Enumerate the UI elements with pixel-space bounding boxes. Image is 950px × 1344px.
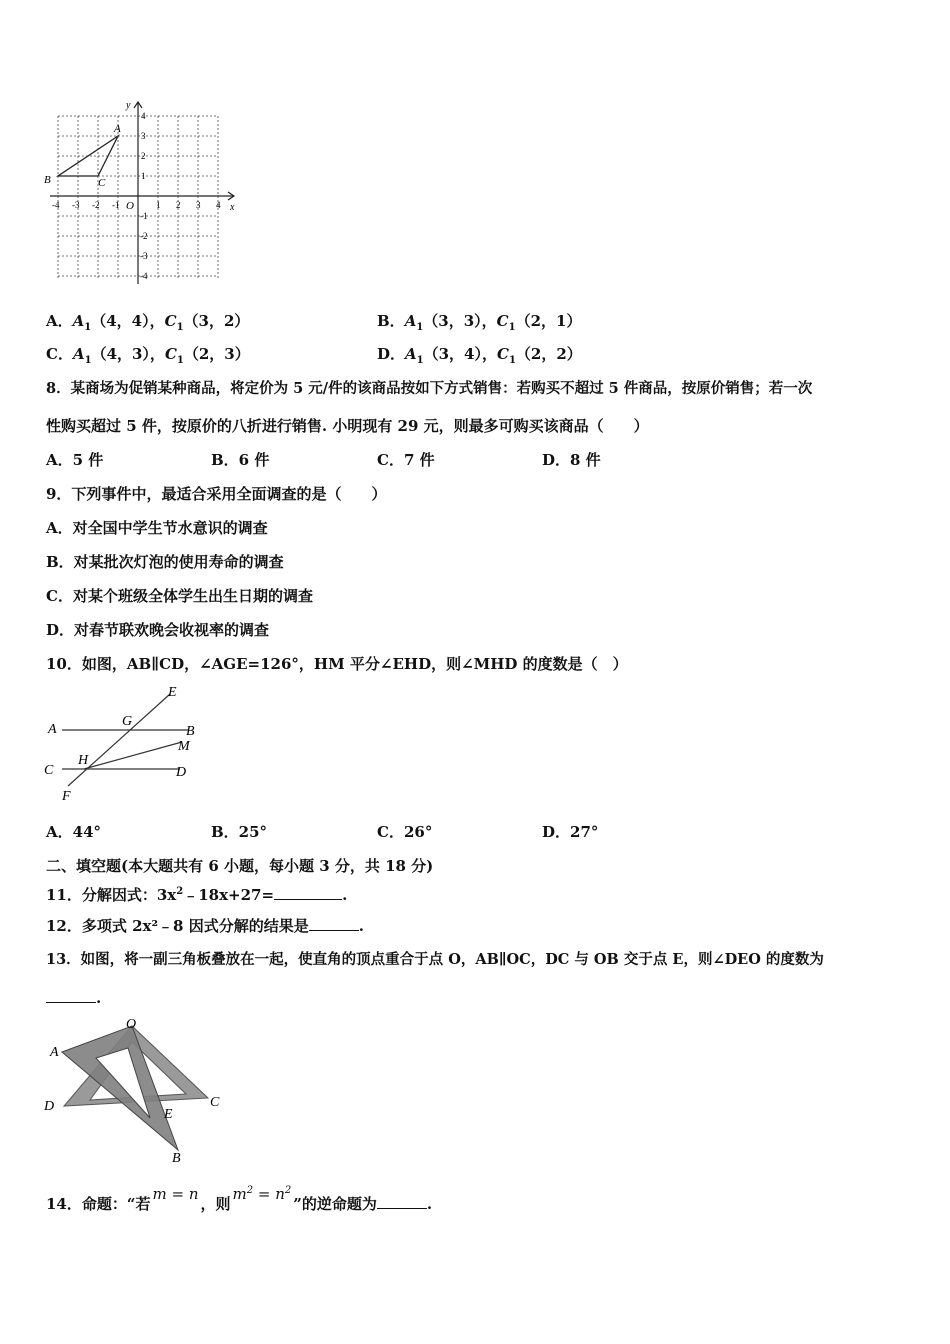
q11-stem: 11．分解因式：$3x^2﹣18x+27=$ . [46, 886, 348, 904]
x-tick: 1 [156, 200, 161, 210]
q7-option-b[interactable]: B．$A_1(3$，3），$C_1(2$，1） [377, 312, 582, 333]
point-e-label: E [164, 1107, 173, 1122]
section-2-heading: 二、填空题(本大题共有 6 小题，每小题 3 分，共 18 分) [46, 857, 434, 875]
q10-stem: 10．如图，AB∥CD，∠AGE=126°，HM 平分∠EHD，则∠MHD 的度数是（ ） [46, 655, 628, 673]
q8-option-c[interactable]: C．7 件 [377, 451, 435, 469]
y-axis-label: y [126, 100, 131, 111]
q7-option-d[interactable]: D．$A_1(3$，4），$C_1(2$，2） [377, 345, 582, 366]
q8-stem-line2: 性购买超过 5 件，按原价的八折进行销售. 小明现有 29 元，则最多可购买该商品（ ） [46, 417, 649, 435]
q9-stem: 9．下列事件中，最适合采用全面调查的是（ ） [46, 485, 387, 503]
point-f-label: F [62, 789, 71, 804]
point-a-label: A [50, 1045, 59, 1060]
q8-option-b[interactable]: B．6 件 [211, 451, 270, 469]
q13-stem-line1: 13．如图，将一副三角板叠放在一起，使直角的顶点重合于点 O，AB∥OC，DC 与 OB 交于点 E，则∠DEO 的度数为 [46, 951, 824, 968]
x-tick: -4 [52, 200, 60, 210]
point-g-label: G [122, 714, 133, 729]
q13-answer-blank[interactable] [46, 988, 96, 1003]
y-tick: 1 [141, 171, 146, 181]
point-c-label: C [98, 177, 106, 189]
point-d-label: D [176, 765, 187, 780]
point-b-label: B [186, 724, 195, 739]
y-tick: -3 [140, 251, 148, 261]
q13-stem-line2: . [46, 988, 101, 1008]
point-h-label: H [78, 753, 89, 768]
q10-parallel-lines-figure [40, 680, 210, 805]
x-tick: -3 [72, 200, 80, 210]
x-tick: -2 [92, 200, 100, 210]
q7-option-a[interactable]: A．$A_1(4$，4），$C_1(3$，2） [46, 312, 250, 333]
q11-answer-blank[interactable] [274, 885, 342, 900]
point-e-label: E [168, 685, 177, 700]
x-tick: 4 [216, 200, 221, 210]
point-o-label: O [126, 1017, 137, 1032]
y-tick: 3 [141, 131, 146, 141]
q10-option-d[interactable]: D．27° [542, 823, 599, 841]
point-b-label: B [172, 1151, 181, 1166]
q8-option-d[interactable]: D．8 件 [542, 451, 601, 469]
point-b-label: B [44, 174, 51, 186]
x-axis-label: x [230, 202, 235, 213]
q14-answer-blank[interactable] [377, 1194, 427, 1209]
x-tick: -1 [112, 200, 120, 210]
point-c-label: C [44, 763, 54, 778]
y-tick: 4 [141, 111, 146, 121]
q10-option-a[interactable]: A．44° [46, 823, 102, 841]
q7-option-c[interactable]: C．$A_1(4$，3），$C_1(2$，3） [46, 345, 250, 366]
origin-label: O [126, 200, 134, 212]
point-c-label: C [210, 1095, 220, 1110]
x-tick: 2 [176, 200, 181, 210]
q9-option-b[interactable]: B．对某批次灯泡的使用寿命的调查 [46, 553, 284, 571]
q10-option-c[interactable]: C．26° [377, 823, 433, 841]
y-tick: -1 [140, 211, 148, 221]
y-tick: -2 [140, 231, 148, 241]
q8-option-a[interactable]: A．5 件 [46, 451, 104, 469]
q8-stem-line1: 8．某商场为促销某种商品，将定价为 5 元/件的该商品按如下方式销售：若购买不超过 5 件商品，按原价销售；若一次 [46, 380, 813, 397]
x-tick: 3 [196, 200, 201, 210]
point-a-label: A [114, 123, 121, 135]
q12-answer-blank[interactable] [309, 916, 359, 931]
y-tick: 2 [141, 151, 146, 161]
point-a-label: A [48, 722, 57, 737]
q13-triangle-boards-figure [40, 1014, 230, 1166]
q12-stem: 12．多项式 2x²﹣8 因式分解的结果是 . [46, 917, 364, 935]
q9-option-d[interactable]: D．对春节联欢晚会收视率的调查 [46, 621, 270, 639]
point-d-label: D [44, 1099, 55, 1114]
y-tick: -4 [140, 271, 148, 281]
point-m-label: M [178, 739, 190, 754]
q9-option-c[interactable]: C．对某个班级全体学生出生日期的调查 [46, 587, 313, 605]
q10-option-b[interactable]: B．25° [211, 823, 268, 841]
q7-coordinate-figure [40, 96, 240, 288]
q9-option-a[interactable]: A．对全国中学生节水意识的调查 [46, 519, 268, 537]
q14-stem: 14．命题：“若m = n，则$m^2 = n^2$”的逆命题为 . [46, 1185, 433, 1213]
